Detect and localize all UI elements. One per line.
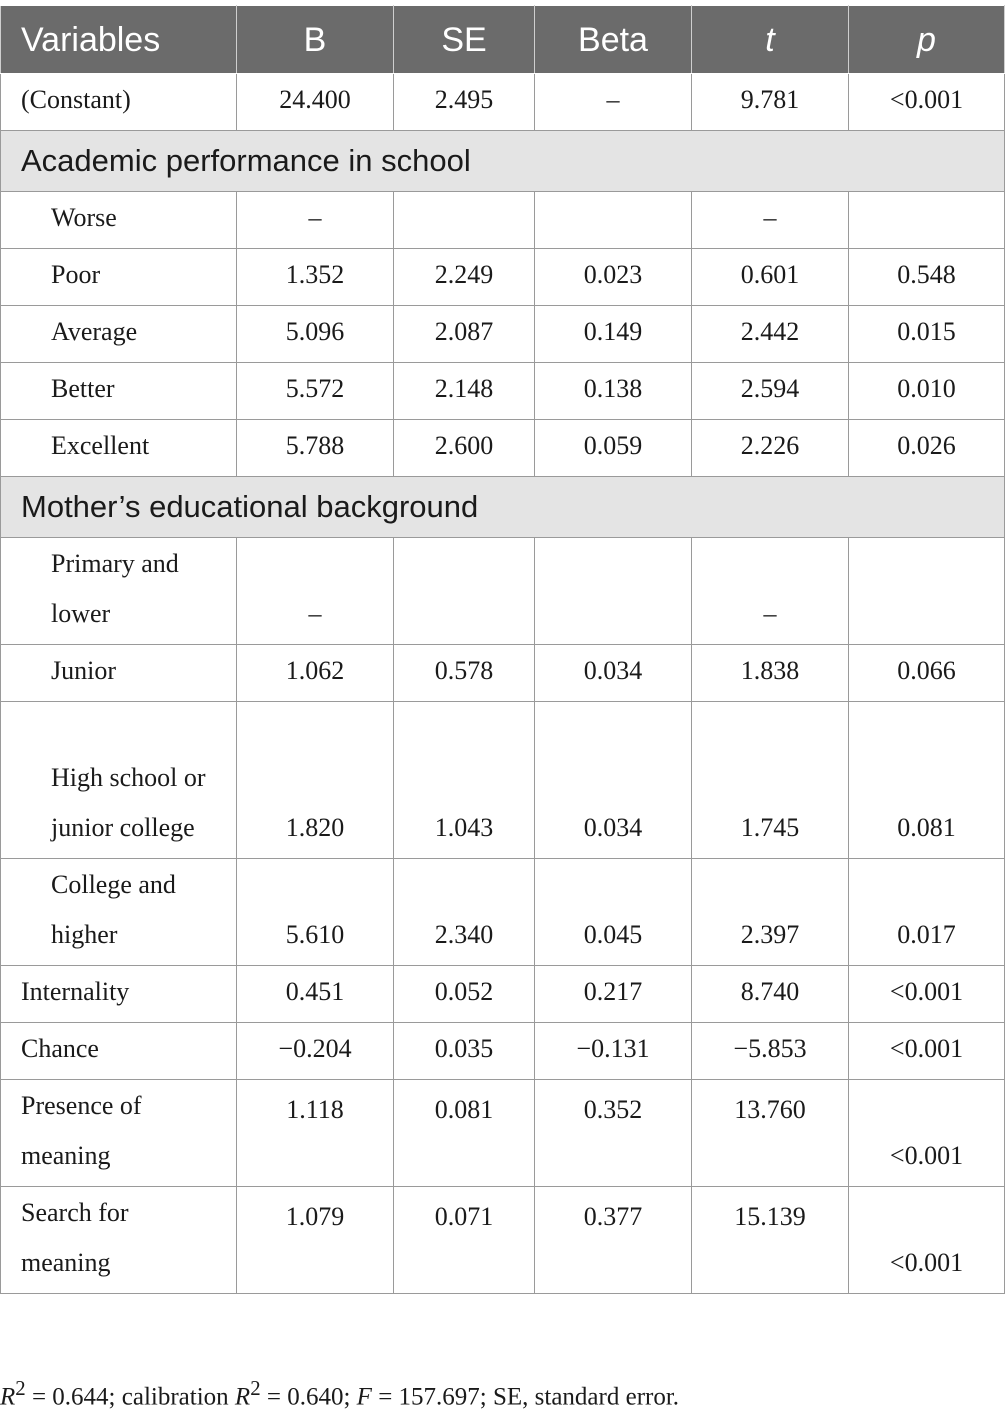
cell-p xyxy=(849,192,1005,249)
cell-se: 2.148 xyxy=(394,363,535,420)
cell-p: 0.026 xyxy=(849,420,1005,477)
cell-beta: −0.131 xyxy=(535,1023,692,1080)
header-variables: Variables xyxy=(1,6,237,74)
cell-b: 1.118 xyxy=(237,1080,394,1187)
calibration-r2-superscript: 2 xyxy=(250,1376,261,1400)
cell-se xyxy=(394,538,535,645)
cell-p: 0.081 xyxy=(849,702,1005,859)
cell-beta: 0.045 xyxy=(535,859,692,966)
cell-p: 0.066 xyxy=(849,645,1005,702)
cell-b: – xyxy=(237,538,394,645)
cell-t: 13.760 xyxy=(692,1080,849,1187)
header-row xyxy=(1,6,1005,74)
table-row xyxy=(1,363,1005,420)
cell-b: 5.788 xyxy=(237,420,394,477)
header-t: t xyxy=(692,6,849,74)
cell-t: – xyxy=(692,538,849,645)
cell-b: 1.062 xyxy=(237,645,394,702)
regression-table xyxy=(0,5,1005,1294)
row-label: Presence of meaning xyxy=(1,1080,237,1187)
calibration-r2-value: = 0.640; xyxy=(260,1383,357,1411)
cell-t: 15.139 xyxy=(692,1187,849,1294)
cell-t: 1.745 xyxy=(692,702,849,859)
cell-se: 0.071 xyxy=(394,1187,535,1294)
row-label: Excellent xyxy=(1,420,237,477)
cell-t: 9.781 xyxy=(692,74,849,131)
cell-beta: – xyxy=(535,74,692,131)
cell-beta: 0.217 xyxy=(535,966,692,1023)
cell-se: 0.578 xyxy=(394,645,535,702)
cell-se: 0.052 xyxy=(394,966,535,1023)
cell-t: 2.442 xyxy=(692,306,849,363)
cell-beta: 0.352 xyxy=(535,1080,692,1187)
calibration-r2-symbol: R xyxy=(234,1383,251,1411)
cell-b: 0.451 xyxy=(237,966,394,1023)
header-p: p xyxy=(849,6,1005,74)
table-row xyxy=(1,420,1005,477)
cell-b: 5.610 xyxy=(237,859,394,966)
cell-t: −5.853 xyxy=(692,1023,849,1080)
table-row xyxy=(1,538,1005,645)
section-row-mother xyxy=(1,477,1005,538)
section-row-academic xyxy=(1,131,1005,192)
cell-p: <0.001 xyxy=(849,1187,1005,1294)
cell-p: <0.001 xyxy=(849,1023,1005,1080)
cell-p: 0.015 xyxy=(849,306,1005,363)
row-label: Primary and lower xyxy=(1,538,237,645)
cell-b: 1.079 xyxy=(237,1187,394,1294)
table-row xyxy=(1,1080,1005,1187)
section-heading: Academic performance in school xyxy=(1,131,1005,192)
cell-se: 2.087 xyxy=(394,306,535,363)
row-label: High school or junior college xyxy=(1,702,237,859)
table-row xyxy=(1,645,1005,702)
cell-se: 0.035 xyxy=(394,1023,535,1080)
f-value: = 157.697; SE, standard error. xyxy=(371,1383,680,1411)
table-row xyxy=(1,192,1005,249)
cell-t: 2.594 xyxy=(692,363,849,420)
cell-beta: 0.023 xyxy=(535,249,692,306)
cell-t: 0.601 xyxy=(692,249,849,306)
cell-p: <0.001 xyxy=(849,74,1005,131)
cell-beta: 0.149 xyxy=(535,306,692,363)
r2-superscript: 2 xyxy=(15,1376,26,1400)
row-label: Worse xyxy=(1,192,237,249)
table-row xyxy=(1,859,1005,966)
cell-beta xyxy=(535,538,692,645)
cell-se xyxy=(394,192,535,249)
cell-se: 2.249 xyxy=(394,249,535,306)
section-heading: Mother’s educational background xyxy=(1,477,1005,538)
row-label: Search for meaning xyxy=(1,1187,237,1294)
cell-p: 0.548 xyxy=(849,249,1005,306)
row-label: Chance xyxy=(1,1023,237,1080)
cell-b: −0.204 xyxy=(237,1023,394,1080)
cell-t: 2.397 xyxy=(692,859,849,966)
row-label: Poor xyxy=(1,249,237,306)
table-row-constant xyxy=(1,74,1005,131)
table-row xyxy=(1,702,1005,859)
header-beta: Beta xyxy=(535,6,692,74)
cell-t: 8.740 xyxy=(692,966,849,1023)
cell-b: 5.572 xyxy=(237,363,394,420)
cell-beta: 0.034 xyxy=(535,645,692,702)
cell-se: 2.340 xyxy=(394,859,535,966)
cell-beta: 0.377 xyxy=(535,1187,692,1294)
row-label: College and higher xyxy=(1,859,237,966)
cell-beta: 0.059 xyxy=(535,420,692,477)
cell-beta: 0.138 xyxy=(535,363,692,420)
cell-t: 2.226 xyxy=(692,420,849,477)
table-row xyxy=(1,966,1005,1023)
header-se: SE xyxy=(394,6,535,74)
table-row xyxy=(1,1187,1005,1294)
cell-t: 1.838 xyxy=(692,645,849,702)
r2-value: = 0.644; calibration xyxy=(25,1383,235,1411)
cell-p xyxy=(849,538,1005,645)
cell-p: <0.001 xyxy=(849,1080,1005,1187)
cell-se: 2.495 xyxy=(394,74,535,131)
row-label: Average xyxy=(1,306,237,363)
table-row xyxy=(1,249,1005,306)
table-row xyxy=(1,1023,1005,1080)
cell-beta xyxy=(535,192,692,249)
cell-b: 1.820 xyxy=(237,702,394,859)
cell-se: 2.600 xyxy=(394,420,535,477)
header-b: B xyxy=(237,6,394,74)
cell-p: <0.001 xyxy=(849,966,1005,1023)
cell-se: 0.081 xyxy=(394,1080,535,1187)
table-footnote xyxy=(0,1376,679,1411)
cell-p: 0.017 xyxy=(849,859,1005,966)
row-label: Internality xyxy=(1,966,237,1023)
row-label: Better xyxy=(1,363,237,420)
table-row xyxy=(1,306,1005,363)
row-label: Junior xyxy=(1,645,237,702)
cell-b: 1.352 xyxy=(237,249,394,306)
row-label: (Constant) xyxy=(1,74,237,131)
cell-p: 0.010 xyxy=(849,363,1005,420)
cell-b: 24.400 xyxy=(237,74,394,131)
r2-symbol: R xyxy=(0,1383,16,1411)
f-symbol: F xyxy=(356,1383,372,1411)
cell-b: 5.096 xyxy=(237,306,394,363)
cell-se: 1.043 xyxy=(394,702,535,859)
cell-beta: 0.034 xyxy=(535,702,692,859)
cell-t: – xyxy=(692,192,849,249)
cell-b: – xyxy=(237,192,394,249)
